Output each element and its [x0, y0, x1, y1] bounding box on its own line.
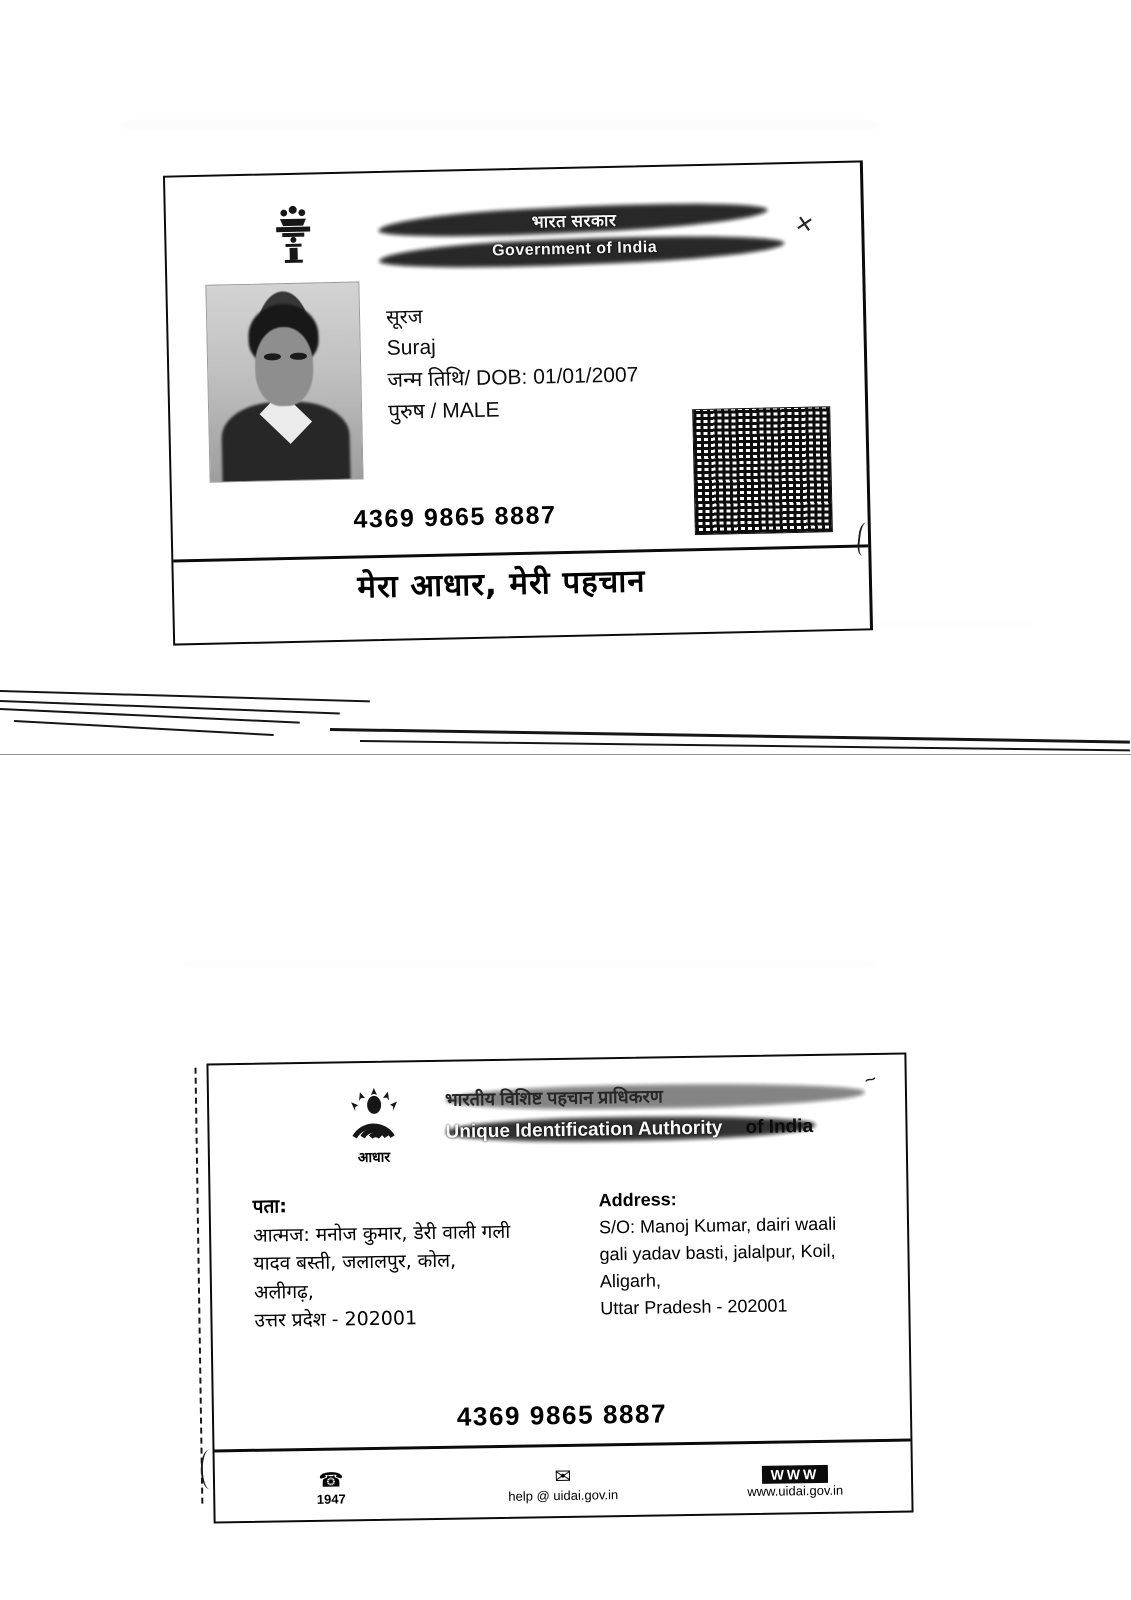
pen-mark-icon: ~ [861, 1067, 880, 1093]
address-english [598, 1183, 900, 1323]
gender: पुरुष / MALE [387, 398, 500, 425]
india-state-emblem-icon [270, 202, 317, 265]
helpline-number: 1947 [316, 1491, 346, 1507]
authority-hindi: भारतीय विशिष्ट पहचान प्राधिकरण [444, 1086, 663, 1110]
authority-english-tail: of India [745, 1116, 814, 1139]
address-english-line: gali yadav basti, jalalpur, Koil, [599, 1240, 836, 1265]
date-of-birth: जन्म तिथि/ DOB: 01/01/2007 [387, 363, 639, 393]
address-english-line: S/O: Manoj Kumar, dairi waali [598, 1213, 837, 1238]
aadhaar-logo-word: आधार [357, 1149, 391, 1167]
aadhaar-slogan: मेरा आधार, मेरी पहचान [357, 563, 646, 606]
holder-details [386, 297, 640, 429]
scan-smudge [860, 620, 1040, 628]
portrait-photo [205, 281, 363, 482]
address-hindi-line: उत्तर प्रदेश - 202001 [254, 1307, 418, 1332]
address-hindi-line: यादव बस्ती, जलालपुर, कोल, [253, 1249, 457, 1275]
edge-tear-mark [200, 1449, 219, 1489]
address-english-line: Uttar Pradesh - 202001 [600, 1295, 788, 1319]
pen-mark-icon: ✕ [792, 210, 816, 239]
aadhaar-back-card [206, 1053, 913, 1524]
name-english: Suraj [386, 336, 437, 361]
address-hindi-line: अलीगढ़, [253, 1280, 314, 1304]
contact-footer [215, 1447, 912, 1524]
header-hindi: भारत सरकार [531, 210, 617, 232]
government-of-india-header-redacted [378, 201, 770, 289]
website-contact [679, 1463, 911, 1500]
address-hindi-line: आत्मज: मनोज कुमार, डेरी वाली गली [252, 1220, 511, 1247]
address-english-label: Address: [598, 1189, 677, 1211]
helpline-contact [215, 1469, 448, 1509]
aadhaar-number-back: 4369 9865 8887 [456, 1398, 668, 1432]
email-contact [447, 1465, 680, 1505]
aadhaar-front-card [163, 160, 873, 645]
scan-smudge [180, 960, 880, 968]
scan-smudge [120, 120, 880, 130]
helpdesk-email: help @ uidai.gov.in [508, 1487, 619, 1504]
www-icon: WWW [761, 1464, 828, 1483]
telephone-icon: ☎ [318, 1469, 344, 1492]
cut-line [194, 1068, 205, 1504]
address-hindi-label: पता: [252, 1195, 288, 1218]
authority-header-redacted [445, 1081, 866, 1166]
name-hindi: सूरज [385, 306, 423, 329]
envelope-icon: ✉ [554, 1465, 572, 1489]
address-hindi [252, 1188, 574, 1336]
address-english-line: Aligarh, [599, 1270, 662, 1292]
aadhaar-number-front: 4369 9865 8887 [353, 501, 557, 534]
header-english: Government of India [491, 238, 658, 260]
authority-english: Unique Identification Authority [445, 1117, 723, 1143]
website-url: www.uidai.gov.in [747, 1482, 844, 1499]
scanner-streaks [0, 676, 1131, 786]
aadhaar-logo-icon [327, 1084, 420, 1175]
